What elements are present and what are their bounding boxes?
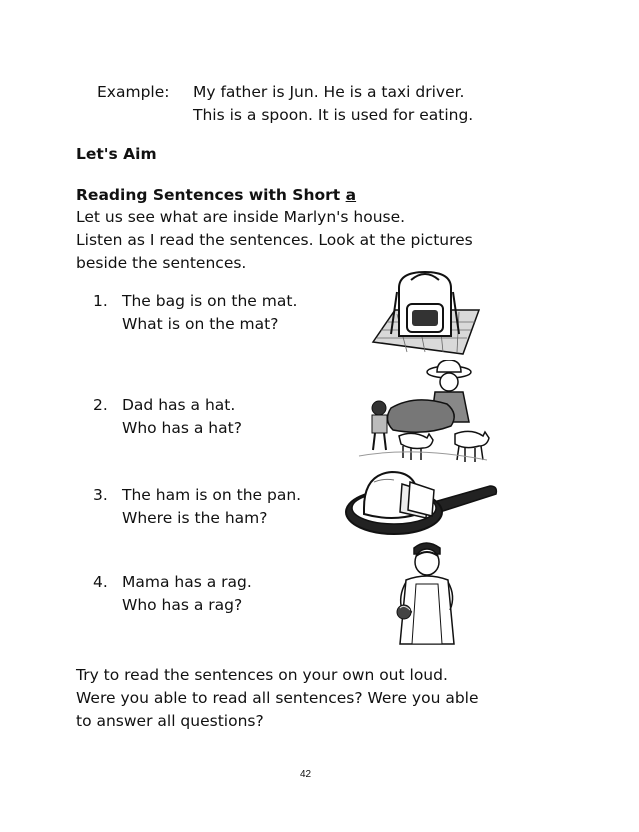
- ham-in-pan-icon: [344, 466, 499, 542]
- closing-line: Try to read the sentences on your own out loud.: [76, 666, 448, 684]
- closing-line: to answer all questions?: [76, 712, 264, 730]
- closing-line: Were you able to read all sentences? Were you able: [76, 689, 479, 707]
- woman-with-rag-icon: [392, 540, 462, 648]
- example-line: My father is Jun. He is a taxi driver.: [193, 83, 465, 101]
- section-title: [76, 186, 356, 204]
- example-line: This is a spoon. It is used for eating.: [193, 106, 474, 124]
- item-number: 2.: [93, 396, 108, 414]
- section-title-letter: a: [345, 186, 357, 204]
- intro-line: beside the sentences.: [76, 254, 247, 272]
- example-label: Example:: [97, 83, 170, 101]
- item-sentence: Mama has a rag.: [122, 573, 252, 591]
- item-sentence: Dad has a hat.: [122, 396, 236, 414]
- item-number: 1.: [93, 292, 108, 310]
- backpack-on-mat-icon: [367, 268, 485, 360]
- item-sentence: The ham is on the pan.: [122, 486, 302, 504]
- item-question: Where is the ham?: [122, 509, 268, 527]
- item-sentence: The bag is on the mat.: [122, 292, 298, 310]
- item-question: What is on the mat?: [122, 315, 279, 333]
- aim-heading: Let's Aim: [76, 145, 157, 163]
- item-question: Who has a hat?: [122, 419, 242, 437]
- section-title-text: Reading Sentences with Short: [76, 186, 346, 204]
- intro-line: Listen as I read the sentences. Look at the pictures: [76, 231, 473, 249]
- item-question: Who has a rag?: [122, 596, 243, 614]
- man-with-hat-and-goats-icon: [355, 360, 491, 466]
- item-number: 3.: [93, 486, 108, 504]
- intro-line: Let us see what are inside Marlyn's house.: [76, 208, 406, 226]
- item-number: 4.: [93, 573, 108, 591]
- page-number: 42: [300, 769, 312, 780]
